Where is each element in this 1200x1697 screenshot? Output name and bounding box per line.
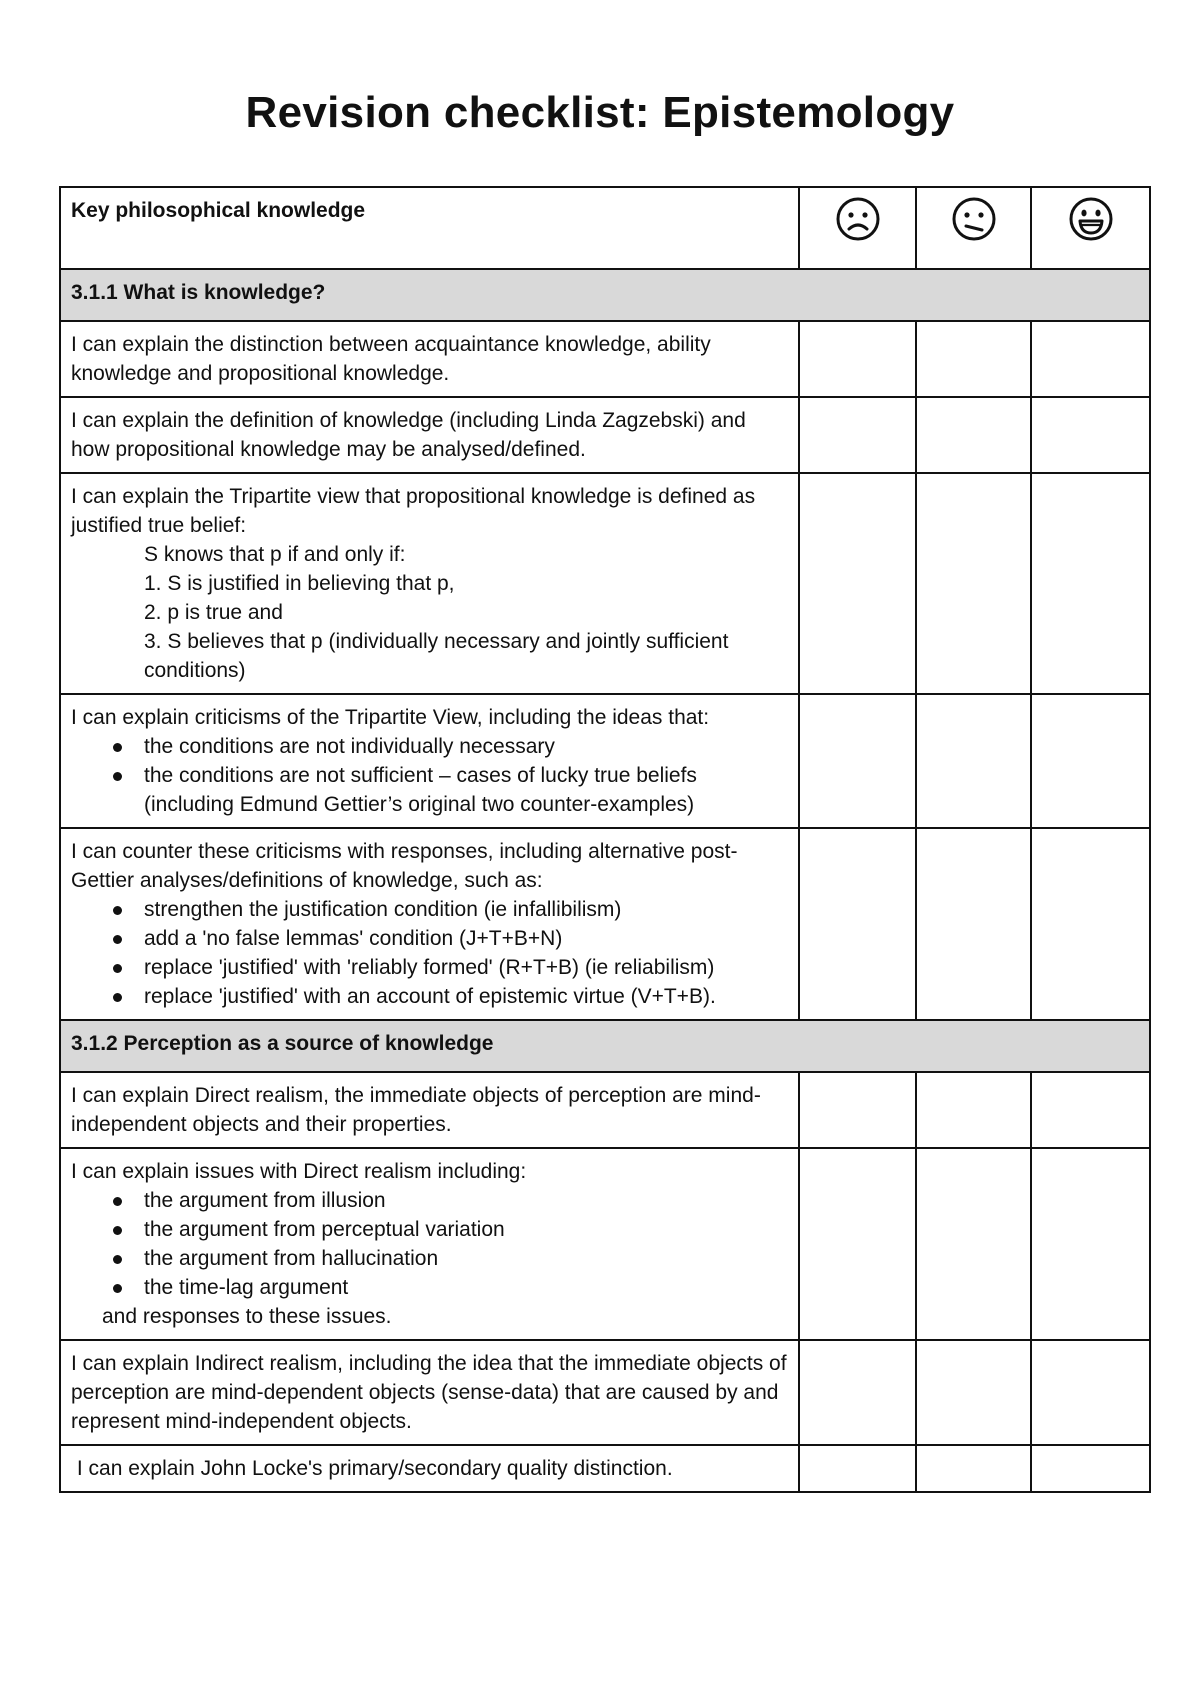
rating-cell-confident[interactable] (1031, 828, 1150, 1020)
indented-line: 3. S believes that p (individually necessary and jointly sufficient conditions) (144, 630, 729, 682)
bullet-item: the conditions are not sufficient – cases of lucky true beliefs (including Edmund Gettier’s original two counter-examples) (71, 761, 788, 819)
checklist-item (60, 1445, 799, 1492)
sad-face-cell[interactable] (799, 187, 916, 269)
bullet-list (71, 895, 788, 1011)
rating-cell-confident[interactable] (1031, 1340, 1150, 1445)
item-text: I can explain the Tripartite view that propositional knowledge is defined as justified true belief: (71, 485, 761, 537)
happy-face-cell[interactable] (1031, 187, 1150, 269)
rating-cell-not-confident[interactable] (799, 1072, 916, 1148)
item-text: I can counter these criticisms with responses, including alternative post-Gettier analyses/definitions of knowledge, such as: (71, 840, 738, 892)
rating-cell-not-confident[interactable] (799, 321, 916, 397)
confused-face-icon (951, 196, 997, 242)
checklist-row (60, 473, 1150, 694)
page-title: Revision checklist: Epistemology (245, 88, 955, 137)
bullet-item: replace 'justified' with 'reliably formed' (R+T+B) (ie reliabilism) (71, 953, 788, 982)
item-text: I can explain criticisms of the Tripartite View, including the ideas that: (71, 706, 710, 729)
rating-cell-somewhat-confident[interactable] (916, 828, 1031, 1020)
checklist-item (60, 473, 799, 694)
rating-cell-not-confident[interactable] (799, 828, 916, 1020)
rating-cell-not-confident[interactable] (799, 473, 916, 694)
item-text: I can explain the definition of knowledge (including Linda Zagzebski) and how propositional knowledge may be analysed/defined. (71, 409, 752, 461)
bullet-item: add a 'no false lemmas' condition (J+T+B+N) (71, 924, 788, 953)
item-text: I can explain John Locke's primary/secondary quality distinction. (71, 1457, 673, 1480)
rating-cell-somewhat-confident[interactable] (916, 1072, 1031, 1148)
rating-cell-somewhat-confident[interactable] (916, 1148, 1031, 1340)
rating-cell-confident[interactable] (1031, 1072, 1150, 1148)
checklist-row (60, 1340, 1150, 1445)
bullet-item: the argument from hallucination (71, 1244, 788, 1273)
checklist-row (60, 397, 1150, 473)
rating-cell-not-confident[interactable] (799, 1340, 916, 1445)
bullet-item: the conditions are not individually necessary (71, 732, 788, 761)
table-header-row (60, 187, 1150, 269)
checklist-item (60, 1072, 799, 1148)
rating-cell-confident[interactable] (1031, 473, 1150, 694)
section-heading: 3.1.1 What is knowledge? (60, 269, 1150, 321)
checklist-row (60, 828, 1150, 1020)
checklist-row (60, 321, 1150, 397)
checklist-item (60, 321, 799, 397)
bullet-list (71, 732, 788, 819)
indented-line: S knows that p if and only if: (144, 543, 406, 566)
checklist-row (60, 1445, 1150, 1492)
rating-cell-somewhat-confident[interactable] (916, 397, 1031, 473)
bullet-list (71, 1186, 788, 1302)
checklist-row (60, 1072, 1150, 1148)
checklist-item (60, 828, 799, 1020)
indented-line: 2. p is true and (144, 601, 283, 624)
rating-cell-not-confident[interactable] (799, 694, 916, 828)
rating-cell-not-confident[interactable] (799, 1148, 916, 1340)
checklist-row (60, 694, 1150, 828)
rating-cell-somewhat-confident[interactable] (916, 1445, 1031, 1492)
item-text: I can explain Direct realism, the immediate objects of perception are mind-independent objects and their properties. (71, 1084, 761, 1136)
rating-cell-somewhat-confident[interactable] (916, 473, 1031, 694)
rating-cell-confident[interactable] (1031, 1445, 1150, 1492)
rating-cell-somewhat-confident[interactable] (916, 694, 1031, 828)
bullet-item: the time-lag argument (71, 1273, 788, 1302)
bullet-item: the argument from illusion (71, 1186, 788, 1215)
bullet-item: the argument from perceptual variation (71, 1215, 788, 1244)
checklist-item (60, 397, 799, 473)
indented-line: 1. S is justified in believing that p, (144, 572, 455, 595)
item-text: I can explain the distinction between acquaintance knowledge, ability knowledge and propositional knowledge. (71, 333, 717, 385)
rating-cell-confident[interactable] (1031, 321, 1150, 397)
checklist-item (60, 694, 799, 828)
item-text: I can explain Indirect realism, including the idea that the immediate objects of perception are mind-dependent objects (sense-data) that are caused by and represent mind-independent objects. (71, 1352, 793, 1433)
rating-cell-not-confident[interactable] (799, 397, 916, 473)
rating-cell-confident[interactable] (1031, 1148, 1150, 1340)
bullet-item: replace 'justified' with an account of epistemic virtue (V+T+B). (71, 982, 788, 1011)
rating-cell-confident[interactable] (1031, 694, 1150, 828)
happy-face-icon (1068, 196, 1114, 242)
checklist-item (60, 1340, 799, 1445)
item-text: I can explain issues with Direct realism including: (71, 1160, 527, 1183)
section-heading: 3.1.2 Perception as a source of knowledge (60, 1020, 1150, 1072)
checklist-row (60, 1148, 1150, 1340)
rating-cell-somewhat-confident[interactable] (916, 321, 1031, 397)
checklist-table (59, 186, 1151, 1493)
rating-cell-confident[interactable] (1031, 397, 1150, 473)
item-tail-text: and responses to these issues. (102, 1305, 392, 1328)
section-heading-row (60, 1020, 1150, 1072)
section-heading-row (60, 269, 1150, 321)
sad-face-icon (835, 196, 881, 242)
header-label: Key philosophical knowledge (60, 187, 799, 269)
confused-face-cell[interactable] (916, 187, 1031, 269)
checklist-item (60, 1148, 799, 1340)
rating-cell-not-confident[interactable] (799, 1445, 916, 1492)
bullet-item: strengthen the justification condition (ie infallibilism) (71, 895, 788, 924)
rating-cell-somewhat-confident[interactable] (916, 1340, 1031, 1445)
